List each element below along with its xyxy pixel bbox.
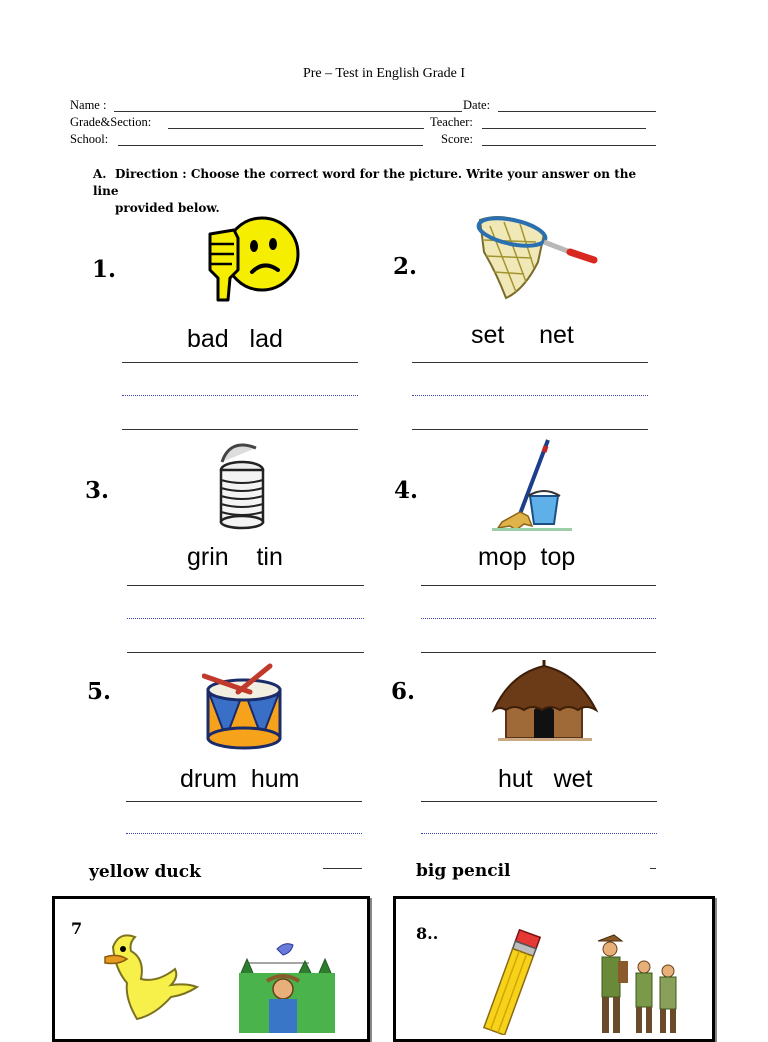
- score-label: Score:: [441, 132, 473, 146]
- item-5-top-line[interactable]: [126, 801, 362, 802]
- picture-box-7: [52, 896, 370, 1042]
- item-1-bottom-line[interactable]: [122, 429, 358, 430]
- yellow-duck-icon: [101, 929, 201, 1029]
- date-label: Date:: [463, 98, 491, 112]
- thumbs-down-sad-face-icon: [204, 208, 304, 308]
- direction-line-1: Direction : Choose the correct word for the picture. Write your answer on the line: [93, 167, 637, 198]
- item-2-number: 2.: [393, 253, 418, 280]
- fishing-net-icon: [476, 212, 600, 302]
- item-3-words: grin tin: [187, 543, 283, 571]
- name-label: Name :: [70, 98, 107, 112]
- phrase-big-pencil: big pencil: [416, 861, 511, 881]
- item-6-words: hut wet: [498, 765, 593, 793]
- grade-section-line[interactable]: [168, 128, 424, 129]
- item-2-dotted-line[interactable]: [412, 395, 648, 396]
- item-4-dotted-line[interactable]: [421, 618, 656, 619]
- item-3-top-line[interactable]: [127, 585, 364, 586]
- item-5-number: 5.: [87, 678, 112, 705]
- teacher-label: Teacher:: [430, 115, 473, 129]
- farm-scene-icon: [239, 933, 339, 1033]
- item-6-top-line[interactable]: [421, 801, 657, 802]
- phrase-8-answer-line[interactable]: [650, 868, 656, 869]
- item-1-number: 1.: [92, 256, 117, 283]
- item-4-bottom-line[interactable]: [421, 652, 656, 653]
- item-6-dotted-line[interactable]: [421, 833, 657, 834]
- teacher-line[interactable]: [482, 128, 646, 129]
- item-2-words: set net: [471, 321, 574, 349]
- picture-box-8: [393, 896, 715, 1042]
- direction-letter: A.: [93, 167, 107, 181]
- box-8-number: 8..: [416, 924, 439, 943]
- pencil-icon: [482, 925, 546, 1035]
- school-line[interactable]: [118, 145, 423, 146]
- grade-section-label: Grade&Section:: [70, 115, 152, 129]
- date-line[interactable]: [498, 111, 656, 112]
- item-6-number: 6.: [391, 678, 416, 705]
- phrase-7-answer-line[interactable]: [323, 868, 362, 869]
- item-2-bottom-line[interactable]: [412, 429, 648, 430]
- mop-bucket-icon: [492, 436, 572, 532]
- item-1-words: bad lad: [187, 325, 283, 353]
- box-7-number: 7: [71, 919, 83, 938]
- item-5-dotted-line[interactable]: [126, 833, 362, 834]
- direction-text: [93, 166, 663, 217]
- direction-line-2: provided below.: [115, 201, 220, 215]
- item-1-top-line[interactable]: [122, 362, 358, 363]
- item-4-words: mop top: [478, 543, 576, 571]
- hikers-icon: [592, 925, 688, 1035]
- item-3-number: 3.: [85, 477, 110, 504]
- item-3-bottom-line[interactable]: [127, 652, 364, 653]
- item-3-dotted-line[interactable]: [127, 618, 364, 619]
- item-2-top-line[interactable]: [412, 362, 648, 363]
- item-5-words: drum hum: [180, 765, 300, 793]
- tin-can-icon: [216, 440, 268, 530]
- hut-icon: [490, 660, 600, 742]
- name-line[interactable]: [114, 111, 462, 112]
- item-1-dotted-line[interactable]: [122, 395, 358, 396]
- item-4-number: 4.: [394, 477, 419, 504]
- drum-icon: [202, 662, 286, 752]
- score-line[interactable]: [482, 145, 656, 146]
- item-4-top-line[interactable]: [421, 585, 656, 586]
- school-label: School:: [70, 132, 109, 146]
- phrase-yellow-duck: yellow duck: [89, 862, 201, 882]
- page-title: Pre – Test in English Grade I: [302, 66, 466, 81]
